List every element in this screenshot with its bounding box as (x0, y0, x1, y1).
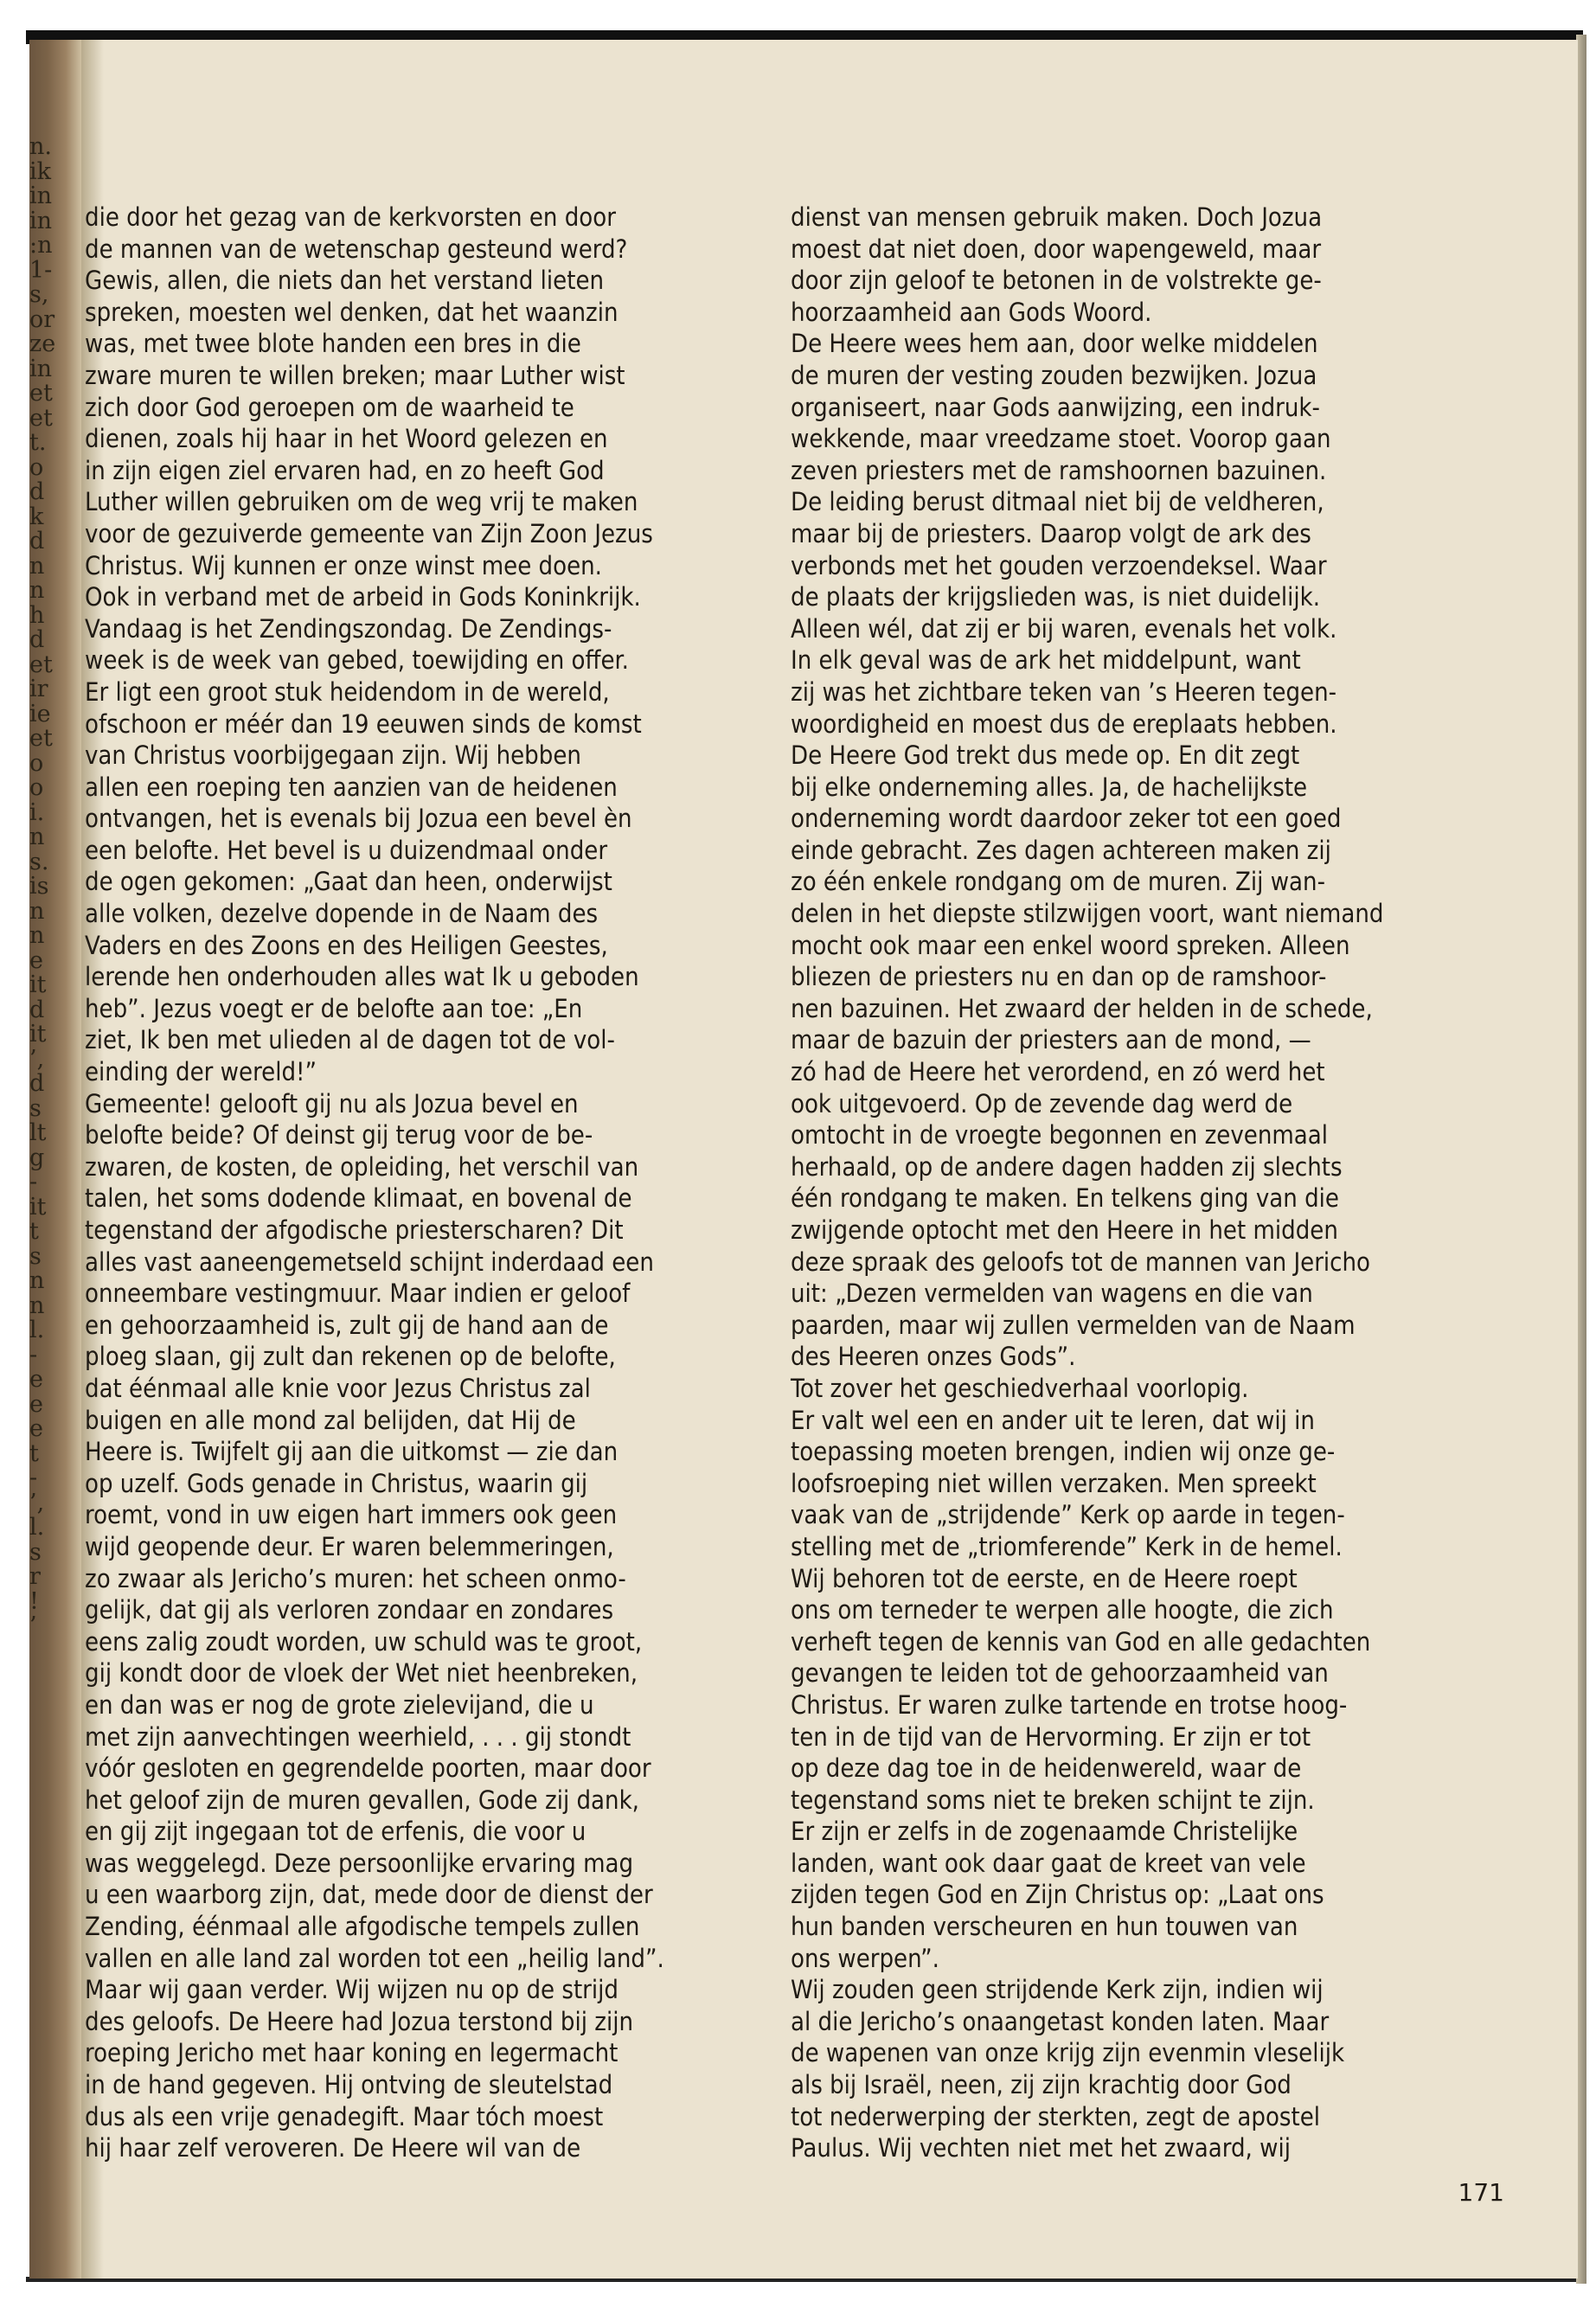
margin-fragment: et (29, 404, 53, 432)
text-line: dienen, zoals hij haar in het Woord gelezen en (85, 424, 608, 454)
text-line: op uzelf. Gods genade in Christus, waarin gij (85, 1468, 588, 1498)
text-line: hij haar zelf veroveren. De Heere wil van de (85, 2133, 581, 2163)
margin-fragment: ik (29, 157, 51, 185)
text-line: landen, want ook daar gaat de kreet van vele (791, 1848, 1306, 1878)
text-line: die door het gezag van de kerkvorsten en door (85, 202, 616, 232)
text-line: spreken, moesten wel denken, dat het waanzin (85, 297, 619, 327)
text-line: In elk geval was de ark het middelpunt, want (791, 645, 1301, 676)
text-line: wekkende, maar vreedzame stoet. Voorop gaan (791, 424, 1331, 454)
text-line: woordigheid en moest dus de ereplaats hebben. (791, 708, 1337, 739)
margin-fragment: i. (29, 798, 45, 826)
margin-fragment: is (29, 873, 49, 900)
text-line: Er valt wel een en ander uit te leren, dat wij in (791, 1405, 1315, 1435)
text-line: Christus. Wij kunnen er onze winst mee doen. (85, 550, 602, 580)
text-line: omtocht in de vroegte begonnen en zevenmaal (791, 1120, 1329, 1150)
margin-fragment: 1- (29, 256, 53, 284)
margin-fragment: s (29, 1094, 42, 1122)
text-line: roeping Jericho met haar koning en legermacht (85, 2038, 619, 2068)
text-line: hun banden verscheuren en hun touwen van (791, 1912, 1298, 1942)
margin-fragment: l. (29, 1514, 45, 1541)
text-line: alles vast aaneengemetseld schijnt inderdaad een (85, 1247, 654, 1277)
margin-fragment: e (29, 1415, 43, 1442)
text-line: maar de bazuin der priesters aan de mond, — (791, 1025, 1311, 1055)
text-line: u een waarborg zijn, dat, mede door de dienst der (85, 1880, 653, 1910)
text-line: uit: „Dezen vermelden van wagens en die van (791, 1279, 1313, 1309)
margin-fragment: d (29, 996, 45, 1023)
margin-fragment: t (29, 1439, 39, 1467)
text-line: vallen en alle land zal worden tot een „heilig land”. (85, 1943, 664, 1973)
text-line: zó had de Heere het verordend, en zó werd het (791, 1057, 1325, 1087)
text-line: in zijn eigen ziel ervaren had, en zo heeft God (85, 455, 605, 485)
text-line: eens zalig zoudt worden, uw schuld was te groot, (85, 1626, 643, 1657)
text-line: zo één enkele rondgang om de muren. Zij wan- (791, 867, 1325, 897)
text-line: ons werpen”. (791, 1943, 939, 1973)
text-line: bij elke onderneming alles. Ja, de hachelijkste (791, 772, 1308, 802)
margin-fragment: e (29, 1366, 43, 1393)
text-line: een belofte. Het bevel is u duizendmaal onder (85, 835, 608, 865)
text-line: en gij zijt ingegaan tot de erfenis, die voor u (85, 1817, 586, 1847)
margin-fragment: s, (29, 281, 49, 308)
text-line: Ook in verband met de arbeid in Gods Koninkrijk. (85, 582, 641, 612)
margin-fragment: n (29, 1292, 45, 1319)
margin-fragment: t (29, 1218, 39, 1245)
margin-fragment: - (29, 1465, 38, 1491)
margin-fragment: n. (29, 133, 52, 160)
text-line: Luther willen gebruiken om de weg vrij te maken (85, 487, 638, 517)
left-text-column (85, 202, 787, 2164)
text-line: Gemeente! gelooft gij nu als Jozua bevel en (85, 1088, 579, 1118)
text-line: zwaren, de kosten, de opleiding, het verschil van (85, 1151, 639, 1182)
text-line: hoorzaamheid aan Gods Woord. (791, 297, 1152, 327)
previous-page-margin-text (29, 135, 69, 1639)
text-line: gevangen te leiden tot de gehoorzaamheid van (791, 1658, 1329, 1689)
text-line: de mannen van de wetenschap gesteund werd? (85, 234, 628, 264)
margin-fragment: g (29, 1144, 45, 1171)
margin-fragment: ’, (29, 1489, 45, 1516)
margin-fragment: n (29, 1267, 45, 1294)
text-line: Gewis, allen, die niets dan het verstand lieten (85, 266, 605, 296)
text-line: was, met twee blote handen een bres in die (85, 329, 581, 359)
margin-fragment: ’, (29, 1045, 45, 1073)
text-line: tegenstand der afgodische priesterscharen? Dit (85, 1215, 624, 1245)
text-line: ofschoon er méér dan 19 eeuwen sinds de komst (85, 708, 642, 739)
text-line: Maar wij gaan verder. Wij wijzen nu op de strijd (85, 1975, 619, 2005)
margin-fragment: k (29, 503, 44, 530)
text-line: was weggelegd. Deze persoonlijke ervaring mag (85, 1848, 634, 1878)
text-line: dus als een vrije genadegift. Maar tóch moest (85, 2101, 604, 2131)
text-line: vóór gesloten en gegrendelde poorten, maar door (85, 1753, 651, 1784)
text-line: Vandaag is het Zendingszondag. De Zendings- (85, 613, 612, 644)
text-line: nen bazuinen. Het zwaard der helden in de schede, (791, 993, 1373, 1023)
text-line: tegenstand soms niet te breken schijnt te zijn. (791, 1785, 1315, 1815)
text-line: bliezen de priesters nu en dan op de ramshoor- (791, 962, 1327, 992)
text-line: week is de week van gebed, toewijding en offer. (85, 645, 629, 676)
page-number: 171 (1458, 2178, 1504, 2207)
margin-fragment: n (29, 922, 45, 949)
text-line: met zijn aanvechtingen weerhield, . . . gij stondt (85, 1721, 631, 1752)
text-line: ten in de tijd van de Hervorming. Er zijn er tot (791, 1721, 1311, 1752)
margin-fragment: o (29, 453, 44, 481)
text-line: talen, het soms dodende klimaat, en bovenal de (85, 1183, 632, 1214)
margin-fragment: d (29, 1070, 45, 1097)
text-line: gelijk, dat gij als verloren zondaar en zondares (85, 1595, 614, 1625)
text-line: zijden tegen God en Zijn Christus op: „Laat ons (791, 1880, 1324, 1910)
book-page (29, 40, 1578, 2279)
text-line: herhaald, op de andere dagen hadden zij slechts (791, 1151, 1343, 1182)
text-line: delen in het diepste stilzwijgen voort, want niemand (791, 899, 1384, 929)
text-line: zwijgende optocht met den Heere in het midden (791, 1215, 1338, 1245)
text-line: stelling met de „triomferende” Kerk in de hemel. (791, 1531, 1343, 1561)
text-line: Tot zover het geschiedverhaal voorlopig. (791, 1373, 1249, 1403)
margin-fragment: l. (29, 1317, 45, 1343)
text-line: des geloofs. De Heere had Jozua terstond bij zijn (85, 2006, 634, 2036)
text-line: Heere is. Twijfelt gij aan die uitkomst — zie dan (85, 1437, 619, 1467)
text-line: allen een roeping ten aanzien van de heidenen (85, 772, 618, 802)
text-line: zij was het zichtbare teken van ’s Heeren tegen- (791, 676, 1337, 707)
text-line: deze spraak des geloofs tot de mannen van Jericho (791, 1247, 1371, 1277)
text-line: voor de gezuiverde gemeente van Zijn Zoon Jezus (85, 518, 653, 548)
text-line: dienst van mensen gebruik maken. Doch Jozua (791, 202, 1323, 232)
text-line: dat éénmaal alle knie voor Jezus Christus zal (85, 1373, 591, 1403)
text-line: de plaats der krijgslieden was, is niet duidelijk. (791, 582, 1321, 612)
text-line: vaak van de „strijdende” Kerk op aarde in tegen- (791, 1500, 1345, 1530)
margin-fragment: - (29, 1341, 38, 1368)
margin-fragment: or (29, 305, 55, 333)
margin-fragment: s (29, 1242, 42, 1270)
text-line: De Heere wees hem aan, door welke middelen (791, 329, 1318, 359)
margin-fragment: ze (29, 330, 56, 357)
text-line: De Heere God trekt dus mede op. En dit zegt (791, 740, 1300, 771)
text-line: Christus. Er waren zulke tartende en trotse hoog- (791, 1689, 1348, 1720)
margin-fragment: h (29, 601, 45, 629)
margin-fragment: s (29, 1538, 42, 1566)
margin-fragment: n (29, 897, 45, 925)
text-line: het geloof zijn de muren gevallen, Gode zij dank, (85, 1785, 639, 1815)
right-text-column (791, 202, 1500, 2164)
text-line: zware muren te willen breken; maar Luther wist (85, 360, 625, 390)
text-line: en dan was er nog de grote zielevijand, die u (85, 1689, 594, 1720)
margin-fragment: ’ (29, 1612, 37, 1639)
margin-fragment: d (29, 478, 45, 505)
text-line: roemt, vond in uw eigen hart immers ook geen (85, 1500, 618, 1530)
text-line: heb”. Jezus voegt er de belofte aan toe: „En (85, 993, 583, 1023)
margin-fragment: s. (29, 848, 49, 875)
text-line: zo zwaar als Jericho’s muren: het scheen onmo- (85, 1563, 626, 1593)
margin-fragment: ! (29, 1587, 39, 1615)
text-line: zeven priesters met de ramshoornen bazuinen. (791, 455, 1327, 485)
text-line: Er ligt een groot stuk heidendom in de wereld, (85, 676, 610, 707)
text-line: belofte beide? Of deinst gij terug voor de be- (85, 1120, 593, 1150)
text-line: door zijn geloof te betonen in de volstrekte ge- (791, 266, 1322, 296)
margin-fragment: ie (29, 700, 51, 727)
margin-fragment: d (29, 626, 45, 653)
text-line: einde gebracht. Zes dagen achtereen maken zij (791, 835, 1331, 865)
text-line: paarden, maar wij zullen vermelden van de Naam (791, 1310, 1356, 1340)
margin-fragment: r (29, 1563, 41, 1590)
text-line: Zending, éénmaal alle afgodische tempels zullen (85, 1912, 640, 1942)
text-line: Paulus. Wij vechten niet met het zwaard, wij (791, 2133, 1291, 2163)
margin-fragment: - (29, 1169, 38, 1195)
text-line: De leiding berust ditmaal niet bij de veldheren, (791, 487, 1324, 517)
text-line: ziet, Ik ben met ulieden al de dagen tot de vol- (85, 1025, 615, 1055)
margin-fragment: in (29, 207, 53, 234)
margin-fragment: it (29, 1021, 47, 1048)
text-line: einding der wereld!” (85, 1057, 317, 1087)
text-line: toepassing moeten brengen, indien wij onze ge- (791, 1437, 1336, 1467)
text-line: mocht ook maar een enkel woord spreken. Alleen (791, 930, 1350, 960)
text-line: Wij behoren tot de eerste, en de Heere roept (791, 1563, 1298, 1593)
text-line: ploeg slaan, gij zult dan rekenen op de belofte, (85, 1342, 616, 1372)
text-line: de wapenen van onze krijg zijn evenmin vleselijk (791, 2038, 1345, 2068)
text-line: maar bij de priesters. Daarop volgt de ark des (791, 518, 1311, 548)
margin-fragment: it (29, 971, 47, 998)
margin-fragment: n (29, 824, 45, 850)
text-line: gij kondt door de vloek der Wet niet heenbreken, (85, 1658, 638, 1689)
text-line: Wij zouden geen strijdende Kerk zijn, indien wij (791, 1975, 1324, 2005)
text-line: onderneming wordt daardoor zeker tot een goed (791, 804, 1342, 834)
text-line: van Christus voorbijgegaan zijn. Wij hebben (85, 740, 581, 771)
margin-fragment: ir (29, 676, 48, 702)
text-line: buigen en alle mond zal belijden, dat Hij de (85, 1405, 576, 1435)
text-line: als bij Israël, neen, zij zijn krachtig door God (791, 2070, 1292, 2100)
text-line: alle volken, dezelve dopende in de Naam des (85, 899, 599, 929)
text-line: en gehoorzaamheid is, zult gij de hand aan de (85, 1310, 609, 1340)
text-line: één rondgang te maken. En telkens ging van die (791, 1183, 1339, 1214)
margin-fragment: d (29, 528, 45, 554)
margin-fragment: et (29, 725, 53, 752)
margin-fragment: :n (29, 232, 53, 259)
text-line: tot nederwerping der sterkten, zegt de apostel (791, 2101, 1321, 2131)
text-line: verheft tegen de kennis van God en alle gedachten (791, 1626, 1371, 1657)
text-line: ook uitgevoerd. Op de zevende dag werd de (791, 1088, 1293, 1118)
margin-fragment: n (29, 577, 45, 604)
text-line: in de hand gegeven. Hij ontving de sleutelstad (85, 2070, 613, 2100)
margin-fragment: et (29, 380, 53, 407)
margin-fragment: it (29, 1193, 47, 1221)
text-line: al die Jericho’s onaangetast konden laten. Maar (791, 2006, 1330, 2036)
text-line: ontvangen, het is evenals bij Jozua een bevel èn (85, 804, 632, 834)
text-line: Vaders en des Zoons en des Heiligen Geestes, (85, 930, 608, 960)
margin-fragment: o (29, 774, 44, 801)
margin-fragment: o (29, 749, 44, 777)
text-line: lerende hen onderhouden alles wat Ik u geboden (85, 962, 639, 992)
margin-fragment: t. (29, 429, 47, 456)
text-line: des Heeren onzes Gods”. (791, 1342, 1076, 1372)
text-line: moest dat niet doen, door wapengeweld, maar (791, 234, 1322, 264)
text-line: wijd geopende deur. Er waren belemmeringen, (85, 1531, 614, 1561)
text-line: de muren der vesting zouden bezwijken. Jozua (791, 360, 1317, 390)
margin-fragment: in (29, 183, 53, 209)
text-line: zich door God geroepen om de waarheid te (85, 392, 574, 422)
text-line: onneembare vestingmuur. Maar indien er geloof (85, 1279, 631, 1309)
margin-fragment: in (29, 355, 53, 382)
margin-fragment: e (29, 1390, 43, 1418)
text-line: ons om terneder te werpen alle hoogte, die zich (791, 1595, 1334, 1625)
text-line: loofsroeping niet willen verzaken. Men spreekt (791, 1468, 1317, 1498)
margin-fragment: et (29, 651, 53, 678)
text-line: organiseert, naar Gods aanwijzing, een indruk- (791, 392, 1320, 422)
margin-fragment: n (29, 552, 45, 580)
margin-fragment: e (29, 946, 43, 974)
text-line: de ogen gekomen: „Gaat dan heen, onderwijst (85, 867, 612, 897)
text-line: op deze dag toe in de heidenwereld, waar de (791, 1753, 1302, 1784)
text-line: Er zijn er zelfs in de zogenaamde Christelijke (791, 1817, 1298, 1847)
text-line: Alleen wél, dat zij er bij waren, evenals het volk. (791, 613, 1337, 644)
margin-fragment: lt (29, 1119, 47, 1146)
text-line: verbonds met het gouden verzoendeksel. Waar (791, 550, 1327, 580)
